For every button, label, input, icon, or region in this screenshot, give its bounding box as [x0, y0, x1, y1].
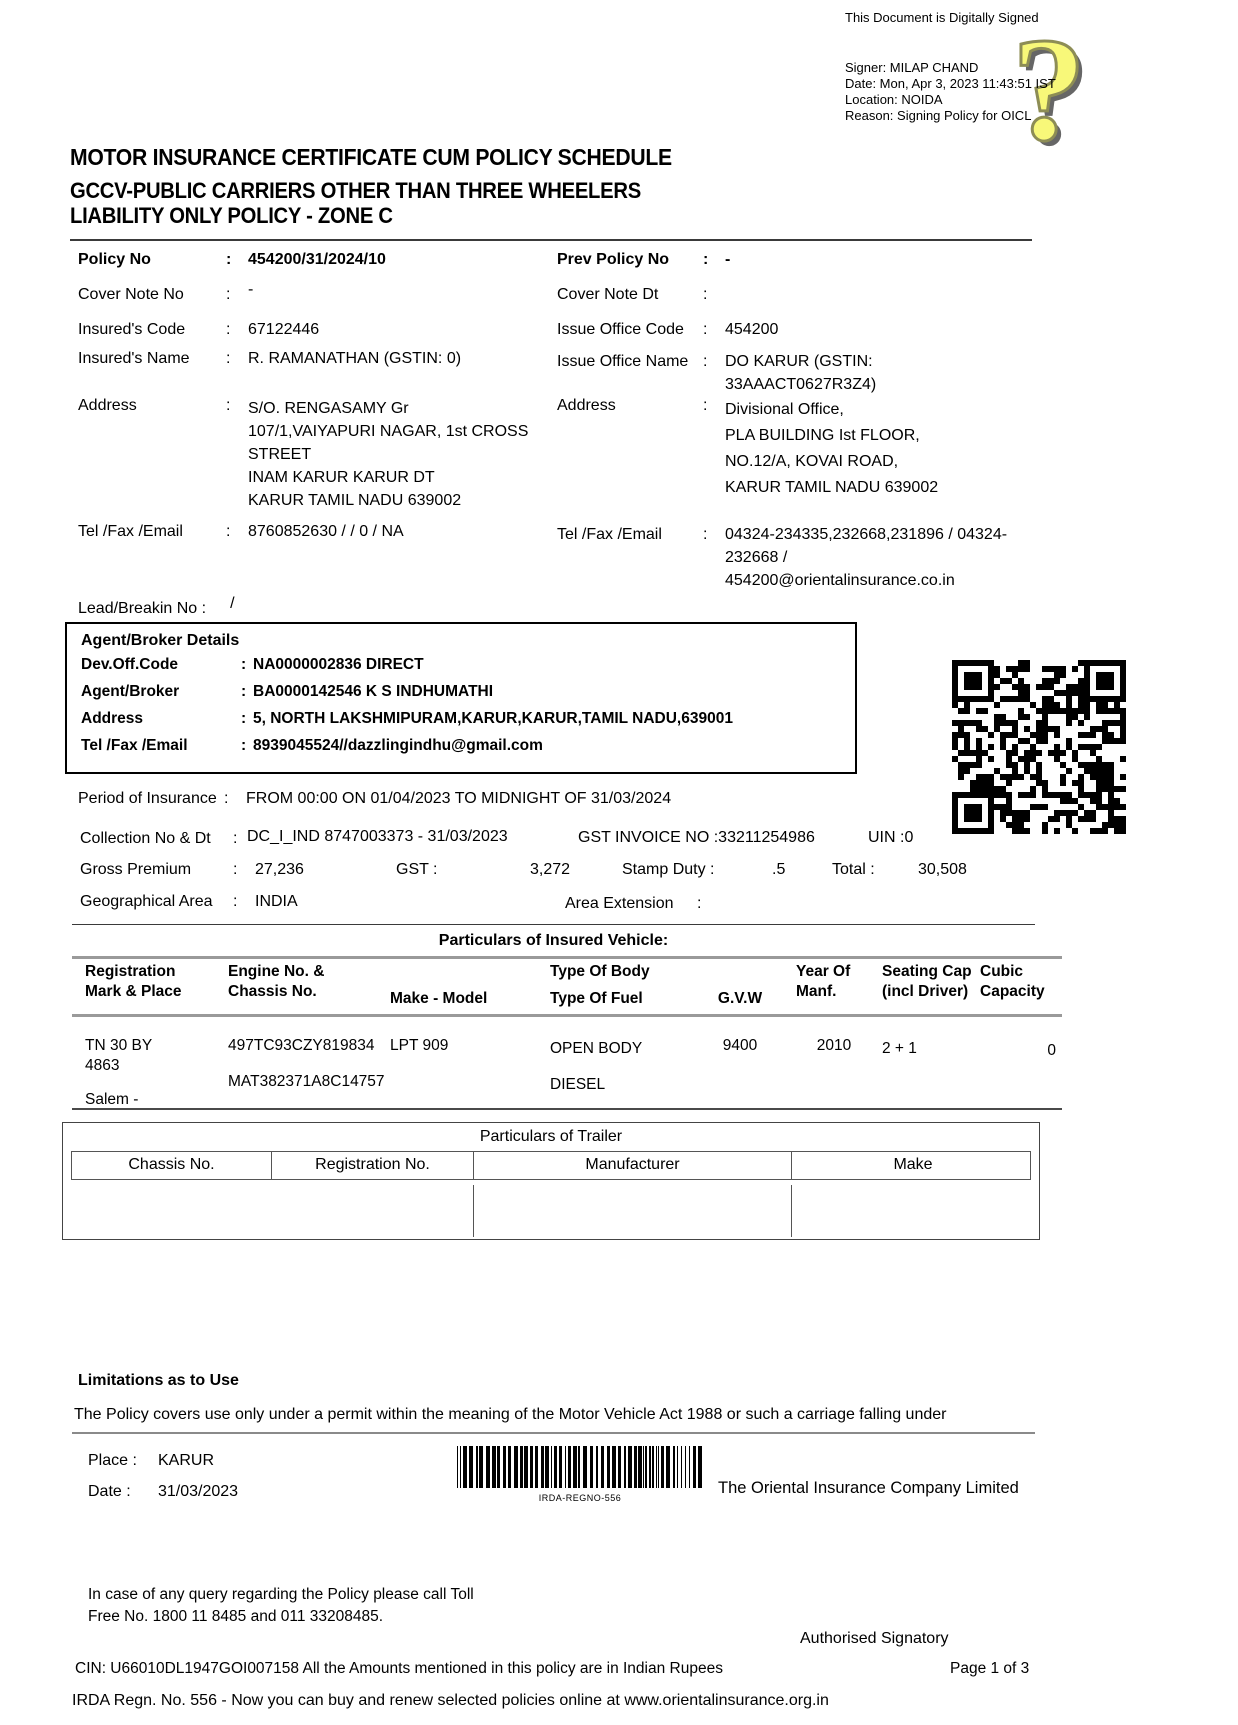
field-office-address: [557, 397, 1025, 501]
field-value: 454200/31/2024/10: [248, 251, 386, 268]
field-label: Insured's Code: [78, 321, 186, 338]
field-value: R. RAMANATHAN (GSTIN: 0): [248, 350, 462, 367]
collection-label: Collection No & Dt: [80, 830, 211, 847]
field-insured-tel: [78, 523, 404, 541]
colon: :: [224, 790, 229, 807]
field-value: NA0000002836 DIRECT: [253, 656, 424, 673]
vehicle-gvw: 9400: [722, 1037, 758, 1054]
signature-date: Date: Mon, Apr 3, 2023 11:43:51 IST: [845, 76, 1056, 91]
total-value: 30,508: [918, 861, 967, 878]
field-label: Lead/Breakin No :: [78, 600, 207, 617]
barcode-bars: [455, 1446, 705, 1493]
colon: :: [703, 321, 708, 338]
field-value: 04324-234335,232668,231896 / 04324- 232668 / 454200@orientalinsurance.co.in: [725, 526, 1008, 589]
field-label: Agent/Broker: [81, 683, 180, 700]
trailer-table-title: Particulars of Trailer: [479, 1128, 623, 1145]
divider: [72, 924, 1035, 925]
colon: :: [241, 737, 247, 754]
field-cover-note-dt: [557, 286, 725, 304]
place-row: [88, 1452, 214, 1470]
colon: :: [703, 286, 708, 303]
col-header-registration: Registration Mark & Place: [85, 963, 182, 1000]
barcode-caption: IRDA-REGNO-556: [538, 1493, 622, 1503]
field-label: Tel /Fax /Email: [81, 737, 188, 754]
trailer-col-registration: Registration No.: [272, 1152, 474, 1179]
limitations-text: The Policy covers use only under a permit within the meaning of the Motor Vehicle Act 1988 or such a carriage falling under: [74, 1406, 947, 1423]
vehicle-table-title: Particulars of Insured Vehicle:: [438, 932, 669, 949]
vehicle-registration: TN 30 BY 4863 Salem -: [85, 1037, 153, 1108]
col-header-seating: Seating Cap (incl Driver): [882, 963, 972, 1000]
vehicle-cubic-capacity: 0: [1047, 1042, 1056, 1059]
colon: :: [233, 830, 238, 847]
field-label: Cover Note No: [78, 286, 184, 303]
field-label: Cover Note Dt: [557, 286, 659, 303]
gross-premium-value: 27,236: [255, 861, 304, 878]
agent-address: [81, 710, 841, 728]
field-value: 454200: [725, 321, 779, 338]
col-header-cubic: Cubic Capacity: [980, 963, 1045, 1000]
vehicle-table-header: [78, 962, 1062, 1009]
colon: :: [226, 321, 231, 338]
barcode: [455, 1446, 705, 1503]
field-prev-policy-no: [557, 251, 730, 269]
field-value: Divisional Office, PLA BUILDING Ist FLOOR, NO.12/A, KOVAI ROAD, KARUR TAMIL NADU 639002: [725, 401, 939, 496]
signature-signer: Signer: MILAP CHAND: [845, 60, 979, 75]
trailer-particulars-box: [62, 1122, 1040, 1240]
field-label: Prev Policy No: [557, 251, 670, 268]
colon: :: [703, 526, 708, 543]
divider: [72, 1432, 1035, 1434]
field-value: -: [248, 281, 254, 298]
agent-broker-code: [81, 683, 841, 701]
gst-label: GST :: [396, 861, 438, 878]
place-label: Place :: [88, 1452, 137, 1469]
colon: :: [226, 523, 231, 540]
trailer-col-chassis: Chassis No.: [72, 1152, 272, 1179]
colon: :: [697, 895, 702, 912]
area-extension-label: Area Extension: [565, 895, 674, 912]
colon: :: [703, 353, 708, 370]
field-label: Issue Office Code: [557, 321, 684, 338]
geo-area-value: INDIA: [255, 893, 298, 910]
colon: :: [226, 251, 232, 268]
field-period: [78, 790, 671, 808]
document-subtitle-line1: GCCV-PUBLIC CARRIERS OTHER THAN THREE WHEELERS: [70, 178, 641, 203]
place-value: KARUR: [158, 1452, 215, 1469]
field-label: Tel /Fax /Email: [78, 523, 183, 540]
divider: [72, 1014, 1062, 1017]
field-label: Address: [78, 397, 137, 414]
colon: :: [233, 893, 238, 910]
vehicle-year: 2010: [816, 1037, 852, 1054]
agent-tel: [81, 737, 841, 755]
vehicle-engine-chassis: 497TC93CZY819834 MAT382371A8C14757: [228, 1037, 385, 1090]
geo-area-label: Geographical Area: [80, 893, 213, 910]
date-label: Date :: [88, 1483, 131, 1500]
qr-code: [952, 660, 1126, 834]
query-line1: In case of any query regarding the Policy please call Toll: [88, 1586, 474, 1603]
field-value: S/O. RENGASAMY Gr 107/1,VAIYAPURI NAGAR, 1st CROSS STREET INAM KARUR KARUR DT KARUR TAMIL NADU 639002: [248, 400, 529, 509]
field-value: BA0000142546 K S INDHUMATHI: [253, 683, 494, 700]
field-insureds-name: [78, 350, 461, 368]
colon: :: [226, 350, 231, 367]
field-value: DO KARUR (GSTIN: 33AAACT0627R3Z4): [725, 353, 877, 393]
trailer-table-header: [71, 1151, 1031, 1180]
query-line2: Free No. 1800 11 8485 and 011 33208485.: [88, 1608, 384, 1625]
stamp-duty-value: .5: [772, 861, 786, 878]
authorised-signatory: Authorised Signatory: [800, 1630, 949, 1647]
field-policy-no: [78, 251, 386, 269]
page-number: Page 1 of 3: [950, 1660, 1030, 1677]
digital-signature-question-mark-icon: ?: [1012, 8, 1086, 172]
cin-line: CIN: U66010DL1947GOI007158 All the Amounts mentioned in this policy are in Indian Rupees: [75, 1660, 723, 1677]
signature-reason: Reason: Signing Policy for OICL: [845, 108, 1032, 123]
field-label: Address: [81, 710, 144, 727]
field-value: 8939045524//dazzlingindhu@gmail.com: [253, 737, 543, 754]
field-label: Period of Insurance: [78, 790, 217, 807]
field-insureds-code: [78, 321, 319, 339]
field-label: Insured's Name: [78, 350, 190, 367]
field-label: Policy No: [78, 251, 151, 268]
col-header-gvw: G.V.W: [717, 990, 763, 1007]
document-subtitle-line2: LIABILITY ONLY POLICY - ZONE C: [70, 203, 393, 228]
agent-dev-off-code: [81, 656, 841, 674]
colon: :: [241, 656, 247, 673]
field-value: 67122446: [248, 321, 320, 338]
col-header-year: Year Of Manf.: [796, 963, 851, 1000]
colon: :: [703, 397, 708, 414]
field-label: Tel /Fax /Email: [557, 526, 662, 543]
total-label: Total :: [832, 861, 875, 878]
divider: [70, 239, 1032, 241]
field-issue-office-code: [557, 321, 778, 339]
document-title: MOTOR INSURANCE CERTIFICATE CUM POLICY SCHEDULE: [70, 144, 672, 170]
field-lead-breakin: [78, 595, 235, 618]
divider: [72, 1108, 1062, 1110]
irda-line: IRDA Regn. No. 556 - Now you can buy and renew selected policies online at www.orientalinsurance.org.in: [72, 1692, 829, 1709]
vehicle-make-model: LPT 909: [390, 1037, 449, 1054]
company-name: The Oriental Insurance Company Limited: [718, 1479, 1019, 1497]
field-issue-office-name: [557, 350, 876, 396]
stamp-duty-label: Stamp Duty :: [622, 861, 715, 878]
field-value: FROM 00:00 ON 01/04/2023 TO MIDNIGHT OF 31/03/2024: [246, 790, 672, 807]
gst-value: 3,272: [530, 861, 571, 878]
digital-signature-details: [845, 60, 1056, 124]
field-label: Dev.Off.Code: [81, 656, 179, 673]
trailer-col-make: Make: [893, 1156, 933, 1173]
col-header-engine-chassis: Engine No. & Chassis No.: [228, 963, 325, 1000]
divider: [72, 956, 1062, 959]
field-value: 5, NORTH LAKSHMIPURAM,KARUR,KARUR,TAMIL NADU,639001: [253, 710, 733, 727]
trailer-empty-row: [71, 1185, 1031, 1237]
col-header-make-model: Make - Model: [390, 990, 488, 1007]
colon: :: [226, 397, 231, 414]
col-header-body-fuel: Type Of Body Type Of Fuel: [550, 963, 650, 1007]
agent-broker-details-box: [65, 622, 857, 774]
colon: :: [233, 861, 238, 878]
collection-value: DC_I_IND 8747003373 - 31/03/2023: [247, 828, 508, 845]
field-insured-address: [78, 397, 568, 512]
colon: :: [703, 251, 709, 268]
signature-location: Location: NOIDA: [845, 92, 943, 107]
trailer-col-manufacturer: Manufacturer: [474, 1152, 792, 1179]
vehicle-table-row: [78, 1036, 1062, 1110]
colon: :: [226, 286, 231, 303]
field-label: Issue Office Name: [557, 353, 689, 370]
limitations-title: Limitations as to Use: [78, 1372, 239, 1389]
vehicle-seating: 2 + 1: [882, 1040, 917, 1057]
date-value: 31/03/2023: [158, 1483, 239, 1500]
field-label: Address: [557, 397, 616, 414]
digitally-signed-header: This Document is Digitally Signed: [845, 10, 1039, 25]
date-row: [88, 1483, 238, 1501]
field-office-tel: [557, 523, 1007, 592]
field-cover-note-no: [78, 281, 254, 304]
colon: :: [241, 683, 247, 700]
uin: UIN :0: [868, 829, 914, 846]
field-value: 8760852630 / / 0 / NA: [248, 523, 404, 540]
field-value: /: [230, 595, 235, 612]
gross-premium-label: Gross Premium: [80, 861, 192, 878]
gst-invoice-no: GST INVOICE NO :33211254986: [578, 829, 815, 846]
colon: :: [241, 710, 247, 727]
vehicle-body-fuel: OPEN BODY DIESEL: [550, 1040, 643, 1093]
agent-box-title: Agent/Broker Details: [81, 632, 240, 649]
field-value: -: [725, 251, 731, 268]
